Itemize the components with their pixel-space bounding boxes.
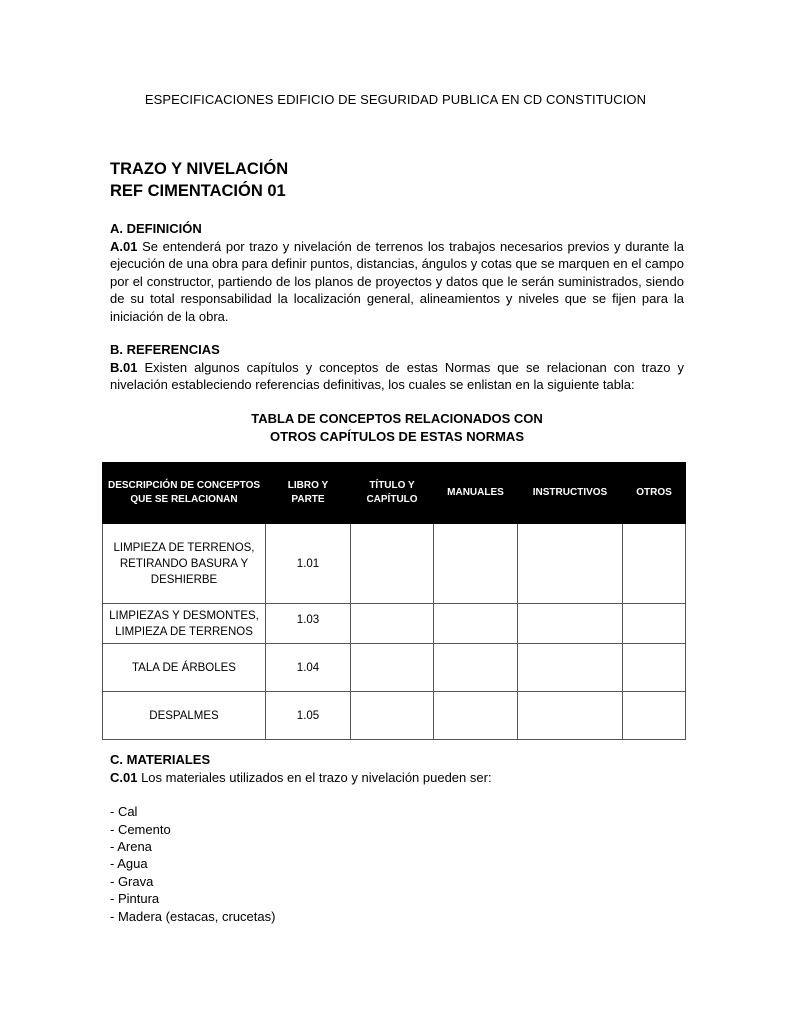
list-item: - Cal [110, 804, 138, 820]
list-item: - Madera (estacas, crucetas) [110, 908, 276, 924]
section-c-code: C.01 [110, 769, 138, 785]
cell-manuales [434, 644, 518, 692]
cell-otros [623, 524, 686, 604]
cell-manuales [434, 604, 518, 644]
section-definicion [110, 220, 684, 326]
section-c-paragraph [110, 769, 684, 787]
section-c-heading: C. MATERIALES [110, 752, 211, 767]
list-item: - Grava [110, 873, 154, 889]
list-item: - Agua [110, 856, 148, 872]
column-header-otros: OTROS [623, 463, 686, 524]
section-a-paragraph [110, 238, 684, 326]
document-title [110, 158, 684, 202]
section-a-code: A.01 [110, 238, 138, 254]
section-b-text: Existen algunos capítulos y conceptos de estas Normas que se relacionan con trazo y nivelación estableciendo referencias definitivas, los cuales se enlistan en la siguiente tabla: [110, 359, 684, 393]
section-a-heading: A. DEFINICIÓN [110, 221, 202, 236]
cell-titulo [351, 604, 434, 644]
concepts-table [102, 462, 686, 740]
section-b-code: B.01 [110, 359, 138, 375]
list-item: - Pintura [110, 891, 160, 907]
cell-instructivos [518, 524, 623, 604]
table-row [103, 644, 686, 692]
cell-libro: 1.01 [266, 524, 351, 604]
list-item: - Arena [110, 839, 152, 854]
cell-descripcion: LIMPIEZA DE TERRENOS, RETIRANDO BASURA Y DESHIERBE [103, 524, 266, 604]
column-header-descripcion: DESCRIPCIÓN DE CONCEPTOS QUE SE RELACIONAN [103, 463, 266, 524]
list-item: - Cemento [110, 821, 171, 837]
cell-manuales [434, 692, 518, 740]
cell-libro: 1.05 [266, 692, 351, 740]
cell-titulo [351, 644, 434, 692]
table-row [103, 692, 686, 740]
cell-instructivos [518, 644, 623, 692]
section-materiales [110, 751, 684, 925]
cell-otros [623, 692, 686, 740]
section-referencias [110, 341, 684, 394]
title-line-1: TRAZO Y NIVELACIÓN [110, 160, 289, 178]
cell-descripcion: DESPALMES [103, 692, 266, 740]
cell-instructivos [518, 604, 623, 644]
cell-descripcion: LIMPIEZAS Y DESMONTES, LIMPIEZA DE TERRENOS [103, 604, 266, 644]
table-row [103, 604, 686, 644]
section-b-heading: B. REFERENCIAS [110, 342, 220, 357]
cell-titulo [351, 692, 434, 740]
cell-libro: 1.04 [266, 644, 351, 692]
column-header-manuales: MANUALES [434, 463, 518, 524]
cell-libro: 1.03 [266, 604, 351, 644]
table-row [103, 524, 686, 604]
section-a-text: Se entenderá por trazo y nivelación de terrenos los trabajos necesarios previos y durante la ejecución de una obra para definir puntos, distancias, ángulos y cotas que se marquen en el campo por el constructor, partiendo de los planos de proyectos y datos que le serán suministrados, siendo de su total responsabilidad la localización general, alineamientos y niveles que se fijen para la iniciación de la obra. [110, 238, 684, 324]
title-line-2: REF CIMENTACIÓN 01 [110, 182, 286, 200]
cell-otros [623, 604, 686, 644]
page-header: ESPECIFICACIONES EDIFICIO DE SEGURIDAD PUBLICA EN CD CONSTITUCION [144, 92, 647, 107]
section-c-text: Los materiales utilizados en el trazo y nivelación pueden ser: [137, 769, 492, 785]
column-header-instructivos: INSTRUCTIVOS [518, 463, 623, 524]
cell-otros [623, 644, 686, 692]
table-title [110, 410, 684, 445]
table-title-line-2: OTROS CAPÍTULOS DE ESTAS NORMAS [270, 428, 524, 444]
cell-descripcion: TALA DE ÁRBOLES [103, 644, 266, 692]
cell-manuales [434, 524, 518, 604]
column-header-libro: LIBRO Y PARTE [266, 463, 351, 524]
cell-titulo [351, 524, 434, 604]
section-b-paragraph [110, 359, 684, 394]
table-title-line-1: TABLA DE CONCEPTOS RELACIONADOS CON [251, 411, 543, 426]
cell-instructivos [518, 692, 623, 740]
table-header-row [103, 463, 686, 524]
materials-list [110, 803, 684, 925]
column-header-titulo: TÍTULO Y CAPÍTULO [351, 463, 434, 524]
